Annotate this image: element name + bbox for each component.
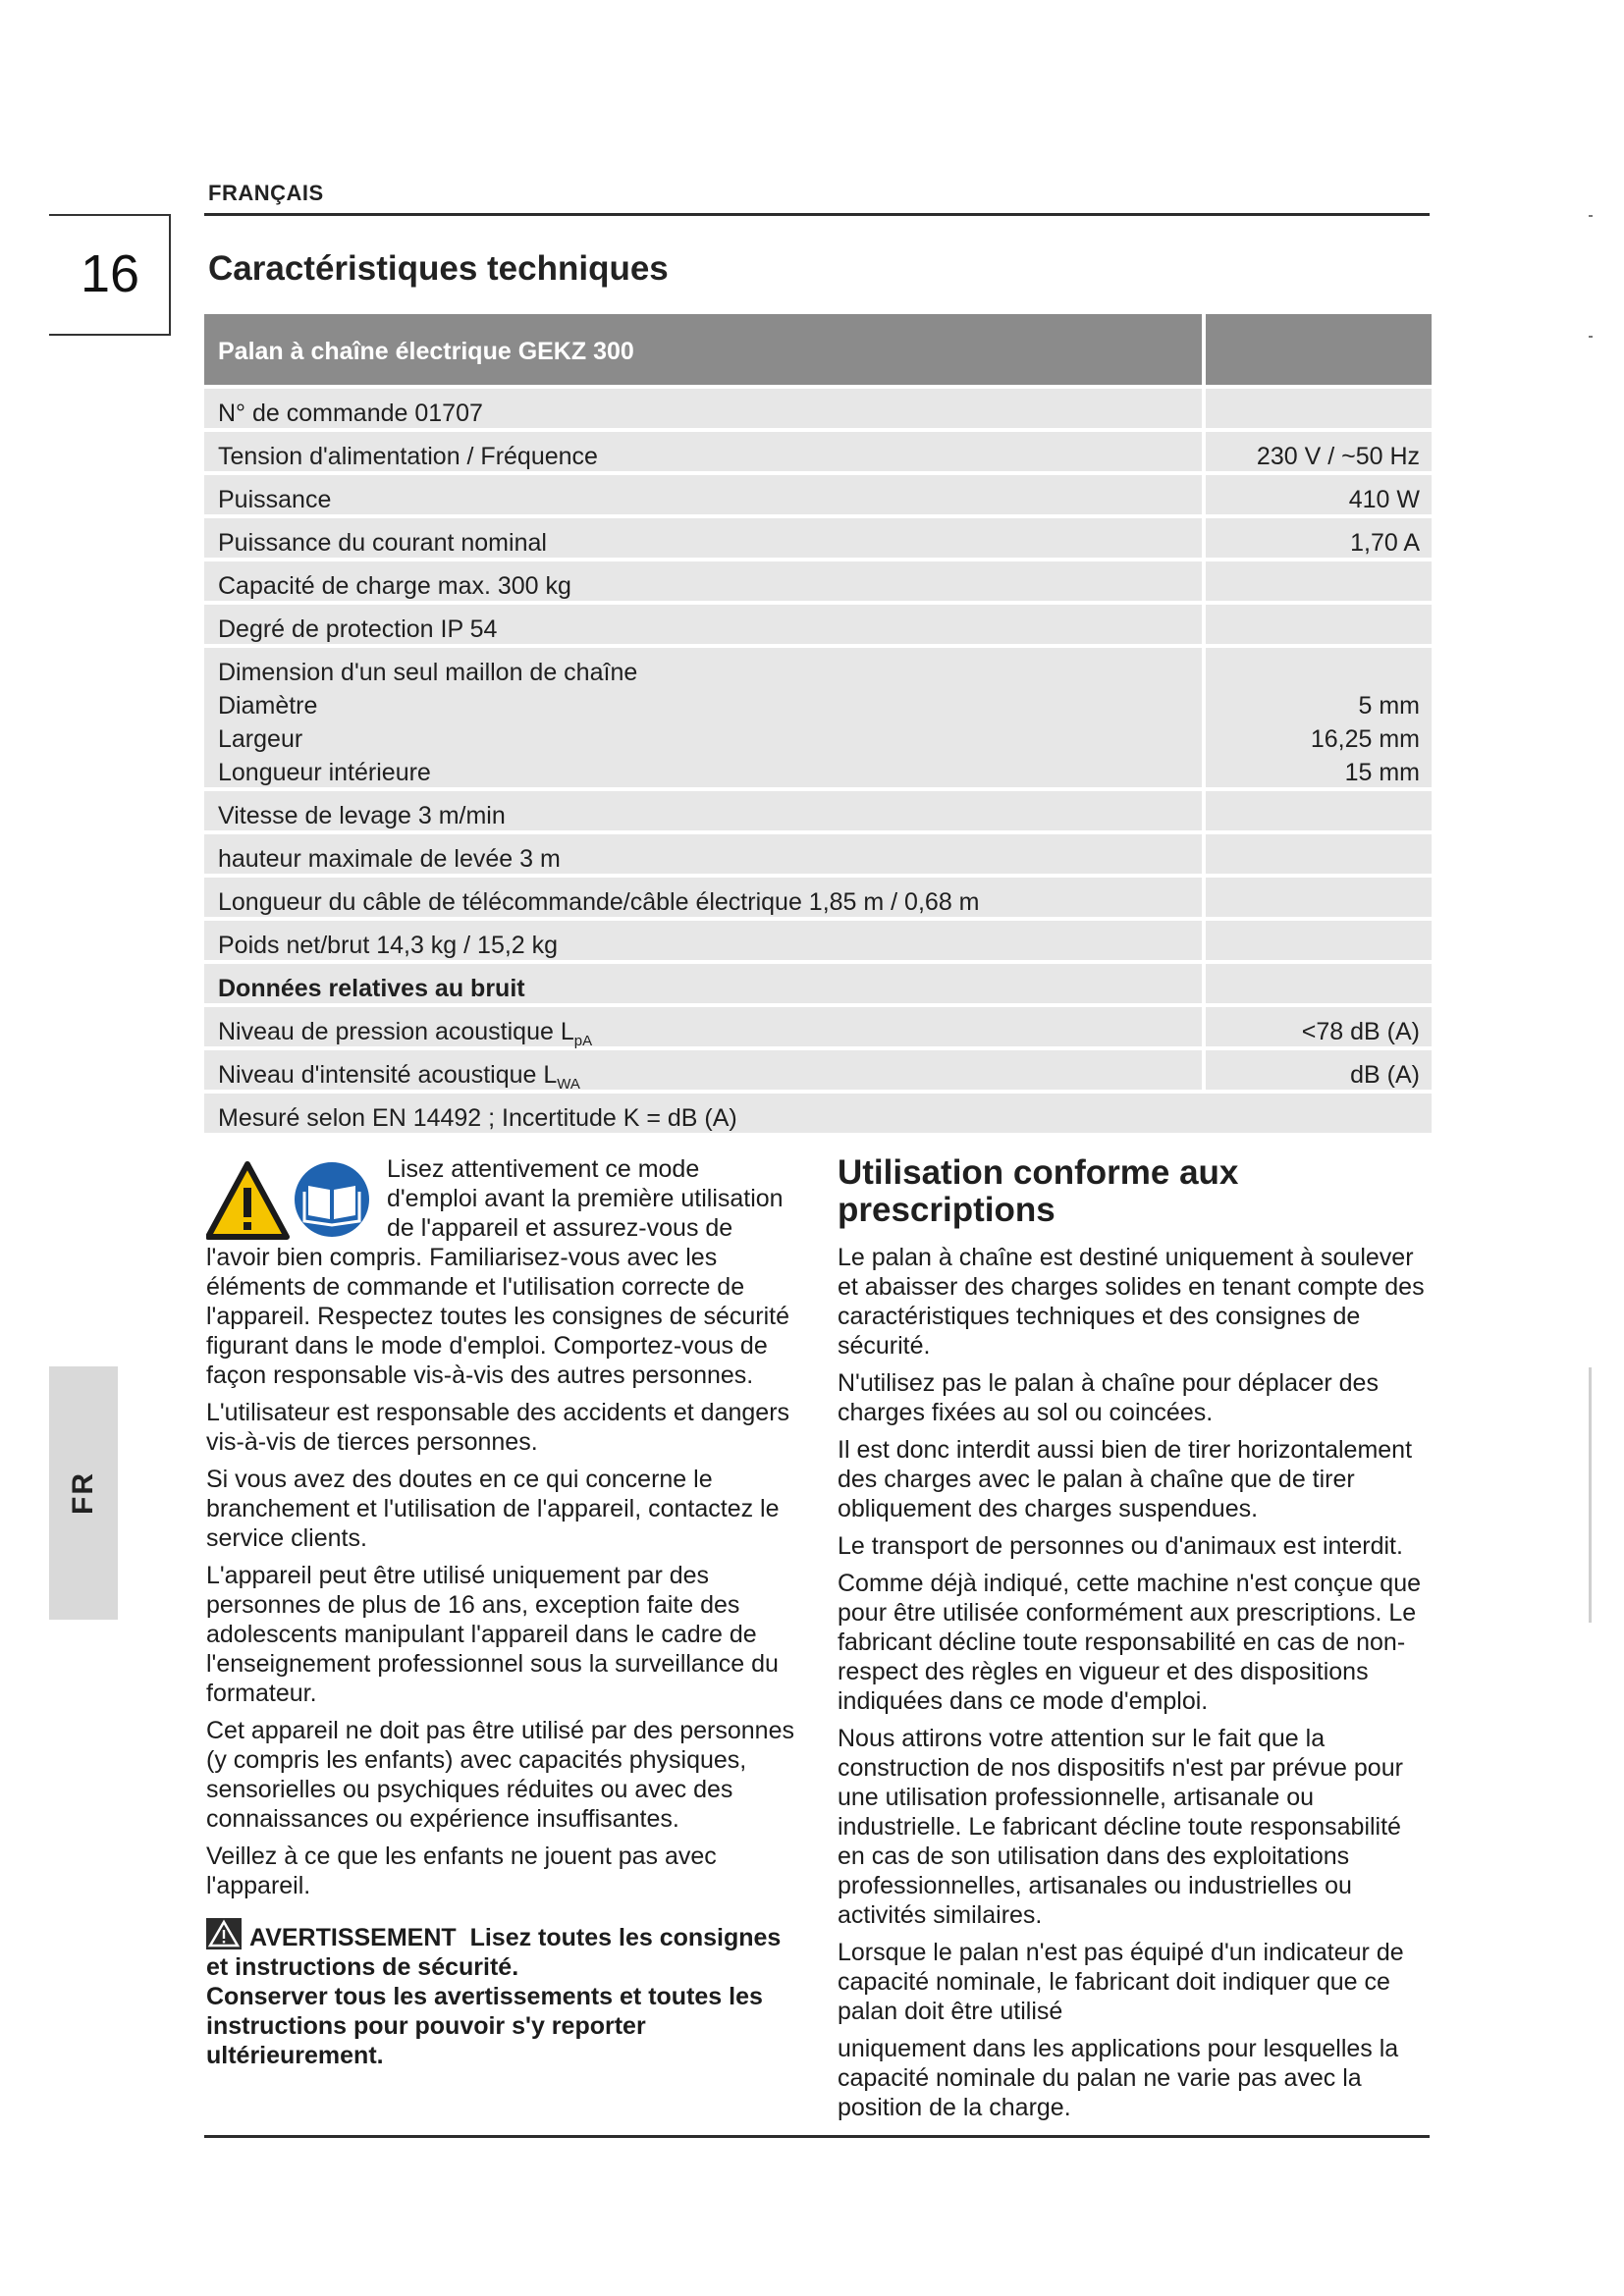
table-row <box>204 605 1432 644</box>
spec-table-header <box>204 314 1432 385</box>
table-row <box>204 475 1432 514</box>
table-row <box>204 1007 1432 1049</box>
paragraph: L'appareil peut être utilisé uniquement par des personnes de plus de 16 ans, exception faite des adolescents manipulant l'appareil dans le cadre de l'enseignement professionnel sous la surveillance du formateur. <box>206 1562 779 1707</box>
row-value: 410 W <box>1206 475 1432 514</box>
language-side-tab-label <box>49 1366 118 1620</box>
paragraph: uniquement dans les applications pour lesquelles la capacité nominale du palan ne varie pas avec la position de la charge. <box>838 2035 1399 2121</box>
row-label: Vitesse de levage 3 m/min <box>204 791 1202 830</box>
chain-labels <box>204 648 1202 787</box>
table-row <box>204 1050 1432 1093</box>
chain-item-value: 5 mm <box>1358 692 1420 720</box>
row-value <box>1206 561 1432 601</box>
intro-rest: l'avoir bien compris. Familiarisez-vous avec les éléments de commande et l'utilisation correcte de l'appareil. Respectez toutes les consignes de sécurité figurant dans le mode d'emploi. Comportez-vous de façon responsable vis-à-vis des autres personnes. <box>206 1244 789 1389</box>
noise-heading: Données relatives au bruit <box>204 964 1202 1003</box>
intended-use-heading: Utilisation conforme aux prescriptions <box>838 1153 1239 1229</box>
measured-note: Mesuré selon EN 14492 ; Incertitude K = dB (A) <box>204 1094 1432 1133</box>
chain-item-label: Diamètre <box>218 692 318 720</box>
table-row <box>204 432 1432 471</box>
row-value <box>1206 834 1432 874</box>
warning-block <box>206 1918 799 2070</box>
table-row <box>204 791 1432 830</box>
row-value <box>1206 791 1432 830</box>
row-label: N° de commande 01707 <box>204 389 1202 428</box>
spec-table-title: Palan à chaîne électrique GEKZ 300 <box>204 314 1202 385</box>
paragraph: Comme déjà indiqué, cette machine n'est conçue que pour être utilisée conformément aux prescriptions. Le fabricant décline toute responsabilité en cas de non-respect des règles en vigueur et des dispositions indiquées dans ce mode d'emploi. <box>838 1570 1422 1715</box>
row-value: 230 V / ~50 Hz <box>1206 432 1432 471</box>
chain-item-value: 16,25 mm <box>1310 725 1420 753</box>
warning-label: AVERTISSEMENT <box>249 1924 457 1951</box>
warning-text-2: Conserver tous les avertissements et toutes les instructions pour pouvoir s'y reporter ultérieurement. <box>206 1983 763 2069</box>
intro-line: Lisez attentivement ce mode <box>387 1155 700 1183</box>
header-rule <box>204 213 1430 216</box>
section-title: Caractéristiques techniques <box>208 249 669 288</box>
row-value: dB (A) <box>1206 1050 1432 1090</box>
safety-icons <box>206 1158 373 1243</box>
row-label: Puissance du courant nominal <box>204 518 1202 558</box>
table-row-noise-heading <box>204 964 1432 1003</box>
row-label: hauteur maximale de levée 3 m <box>204 834 1202 874</box>
table-row-chain <box>204 648 1432 787</box>
row-value <box>1206 605 1432 644</box>
table-row <box>204 1094 1432 1133</box>
intro-block <box>206 1154 799 1390</box>
table-row <box>204 518 1432 558</box>
warning-line-1 <box>206 1918 799 1982</box>
paragraph: Cet appareil ne doit pas être utilisé par des personnes (y compris les enfants) avec capacités physiques, sensorielles ou psychiques réduites ou avec des connaissances ou expérience insuffisantes. <box>206 1717 794 1833</box>
table-row <box>204 921 1432 960</box>
power-subscript: WA <box>557 1076 580 1093</box>
paragraph: Le transport de personnes ou d'animaux est interdit. <box>838 1532 1403 1560</box>
chain-item-label: Largeur <box>218 725 303 753</box>
paragraph: L'utilisateur est responsable des accidents et dangers vis-à-vis de tierces personnes. <box>206 1399 790 1456</box>
row-label: Longueur du câble de télécommande/câble électrique 1,85 m / 0,68 m <box>204 878 1202 917</box>
row-value <box>1206 921 1432 960</box>
intro-line: d'emploi avant la première utilisation <box>387 1185 784 1212</box>
warning-icon <box>206 1918 242 1949</box>
row-value: <78 dB (A) <box>1206 1007 1432 1046</box>
paragraph: Lorsque le palan n'est pas équipé d'un indicateur de capacité nominale, le fabricant doit indiquer que ce palan doit être utilisé <box>838 1939 1404 2025</box>
paragraph: Nous attirons votre attention sur le fait que la construction de nos dispositifs n'est par prévue pour une utilisation professionnelle, artisanale ou industrielle. Le fabricant décline toute responsabilité en cas de son utilisation dans des exploitations professionnelles, artisanales ou industrielles ou activités similaires. <box>838 1725 1403 1929</box>
spec-table <box>204 314 1432 1133</box>
row-value <box>1206 878 1432 917</box>
row-value <box>1206 389 1432 428</box>
row-label: Puissance <box>204 475 1202 514</box>
pressure-subscript: pA <box>573 1033 593 1049</box>
row-label <box>204 1050 1202 1093</box>
footer-rule <box>204 2135 1430 2138</box>
left-column <box>206 1154 799 2070</box>
margin-tick <box>1589 336 1593 338</box>
paragraph: N'utilisez pas le palan à chaîne pour déplacer des charges fixées au sol ou coincées. <box>838 1369 1379 1426</box>
power-label: Niveau d'intensité acoustique L <box>218 1061 558 1089</box>
row-label: Degré de protection IP 54 <box>204 605 1202 644</box>
row-value: 1,70 A <box>1206 518 1432 558</box>
chain-item-label: Longueur intérieure <box>218 759 431 786</box>
margin-tick <box>1589 215 1593 217</box>
table-row <box>204 389 1432 428</box>
row-label: Tension d'alimentation / Fréquence <box>204 432 1202 471</box>
paragraph: Le palan à chaîne est destiné uniquement à soulever et abaisser des charges solides en tenant compte des caractéristiques techniques et des consignes de sécurité. <box>838 1244 1425 1360</box>
read-manual-icon <box>295 1162 369 1237</box>
intro-line: de l'appareil et assurez-vous de <box>387 1214 733 1242</box>
pressure-label: Niveau de pression acoustique L <box>218 1018 574 1045</box>
side-tab-text: FR <box>67 1471 99 1515</box>
page-number: 16 <box>80 244 140 303</box>
chain-values <box>1206 648 1432 787</box>
table-row <box>204 834 1432 874</box>
table-row <box>204 561 1432 601</box>
chain-item-value: 15 mm <box>1344 759 1420 786</box>
row-label: Poids net/brut 14,3 kg / 15,2 kg <box>204 921 1202 960</box>
spec-table-header-blank <box>1206 314 1432 385</box>
language-header: FRANÇAIS <box>208 181 324 205</box>
margin-line <box>1589 1367 1592 1623</box>
paragraph: Si vous avez des doutes en ce qui concerne le branchement et l'utilisation de l'appareil, contactez le service clients. <box>206 1466 780 1552</box>
table-row <box>204 878 1432 917</box>
row-label: Capacité de charge max. 300 kg <box>204 561 1202 601</box>
paragraph: Il est donc interdit aussi bien de tirer horizontalement des charges avec le palan à chaîne que de tirer obliquement des charges suspendues. <box>838 1436 1413 1522</box>
paragraph: Veillez à ce que les enfants ne jouent pas avec l'appareil. <box>206 1842 717 1899</box>
warning-text-1: Lisez toutes les consignes et instructions de sécurité. <box>206 1924 782 1981</box>
chain-heading: Dimension d'un seul maillon de chaîne <box>218 659 638 686</box>
row-label <box>204 1007 1202 1049</box>
right-column <box>838 1154 1433 2130</box>
warning-triangle-icon <box>208 1164 287 1237</box>
